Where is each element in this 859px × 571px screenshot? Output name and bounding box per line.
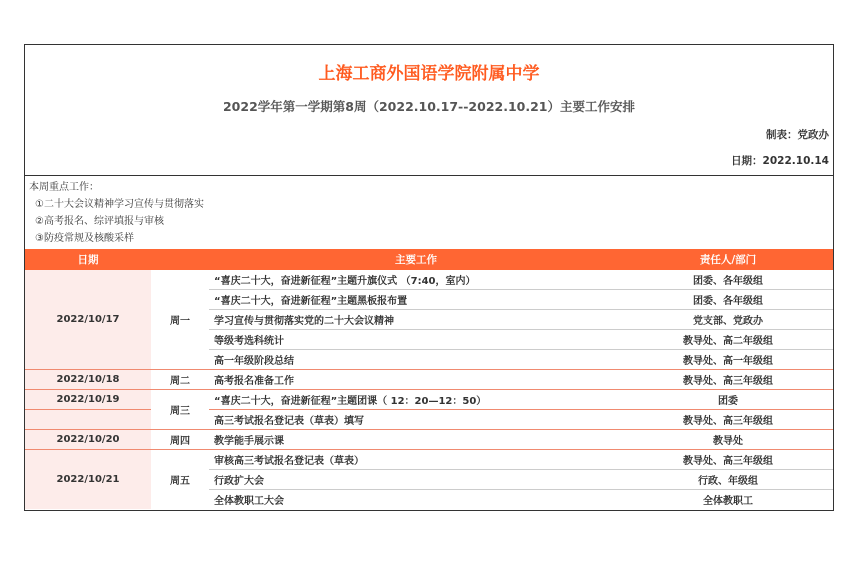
divider <box>25 175 833 176</box>
task-cell: “喜庆二十大，奋进新征程”主题团课（ 12：20—12：50） <box>209 390 623 410</box>
date-cell: 2022/10/18 <box>25 370 151 390</box>
table-header <box>25 249 833 270</box>
weekly-focus <box>29 179 204 247</box>
school-title: 上海工商外国语学院附属中学 <box>318 64 540 84</box>
resp-cell: 团委、各年级组 <box>623 270 833 290</box>
date-cell: 2022/10/17 <box>25 270 151 370</box>
task-cell: 全体教职工大会 <box>214 496 284 507</box>
resp-cell: 教导处、高三年级组 <box>623 370 833 390</box>
resp-cell: 教导处、高三年级组 <box>623 410 833 430</box>
header-date: 日期 <box>25 249 151 270</box>
resp-cell: 全体教职工 <box>703 496 753 507</box>
resp-cell: 团委 <box>623 390 833 410</box>
weekday-cell: 周四 <box>151 430 209 450</box>
weekday-cell: 周一 <box>151 270 209 370</box>
focus-item: ①二十大会议精神学习宣传与贯彻落实 <box>35 199 204 210</box>
table-row <box>25 370 833 390</box>
resp-cell: 教导处、高二年级组 <box>623 330 833 350</box>
task-cell: 高考报名准备工作 <box>209 370 623 390</box>
table-row <box>25 430 833 450</box>
date-label: 日期：2022.10.14 <box>731 155 829 167</box>
date-cell <box>25 410 151 430</box>
date-cell: 2022/10/20 <box>25 430 151 450</box>
weekday-cell: 周三 <box>151 390 209 430</box>
header-resp: 责任人/部门 <box>623 249 833 270</box>
resp-cell: 教导处、高三年级组 <box>623 450 833 470</box>
table-row <box>25 410 833 430</box>
table-row <box>25 390 833 410</box>
task-cell: 高三考试报名登记表（草表）填写 <box>209 410 623 430</box>
task-cell: 高一年级阶段总结 <box>209 350 623 370</box>
weekday-cell: 周二 <box>151 370 209 390</box>
task-cell: 行政扩大会 <box>209 470 623 490</box>
resp-cell: 团委、各年级组 <box>623 290 833 310</box>
task-cell: 学习宣传与贯彻落实党的二十大会议精神 <box>209 310 623 330</box>
table-row <box>25 270 833 290</box>
date-cell: 2022/10/19 <box>25 390 151 410</box>
schedule-subtitle: 2022学年第一学期第8周（2022.10.17--2022.10.21）主要工作安排 <box>222 99 636 114</box>
table-row <box>25 450 833 470</box>
resp-cell: 党支部、党政办 <box>623 310 833 330</box>
header-task: 主要工作 <box>209 249 623 270</box>
schedule-sheet <box>24 44 834 511</box>
focus-item: ②高考报名、综评填报与审核 <box>35 216 164 227</box>
task-cell: “喜庆二十大，奋进新征程”主题升旗仪式 （7:40，室内） <box>209 270 623 290</box>
date-cell: 2022/10/21 <box>25 450 151 510</box>
resp-cell: 教导处、高一年级组 <box>623 350 833 370</box>
task-cell: 教学能手展示课 <box>209 430 623 450</box>
task-cell: 审核高三考试报名登记表（草表） <box>209 450 623 470</box>
schedule-table <box>25 249 833 509</box>
maker-label: 制表：党政办 <box>766 129 829 141</box>
resp-cell: 行政、年级组 <box>623 470 833 490</box>
task-cell: 等级考选科统计 <box>209 330 623 350</box>
resp-cell: 教导处 <box>623 430 833 450</box>
task-cell: “喜庆二十大，奋进新征程”主题黑板报布置 <box>209 290 623 310</box>
focus-item: ③防疫常规及核酸采样 <box>35 233 134 244</box>
weekday-cell: 周五 <box>170 476 190 487</box>
focus-heading: 本周重点工作： <box>29 182 99 193</box>
